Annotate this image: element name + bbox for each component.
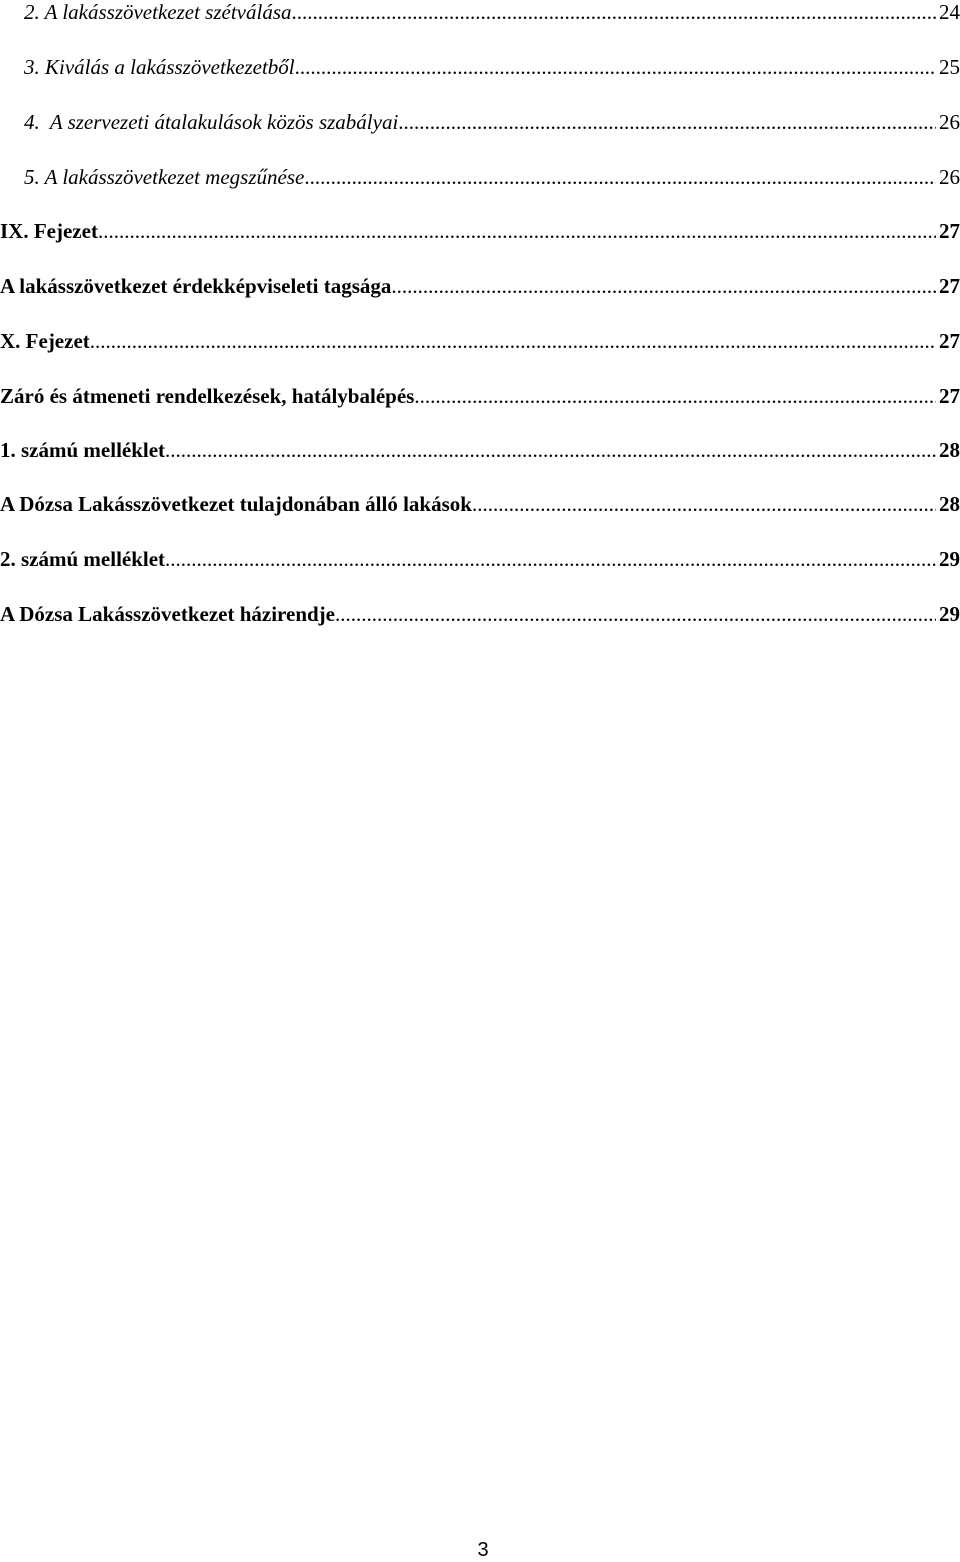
toc-entry-title: Záró és átmeneti rendelkezések, hatálybalépés (0, 384, 415, 408)
toc-leader-dots (292, 0, 936, 27)
toc-leader-dots (165, 544, 936, 574)
toc-leader-dots (90, 326, 936, 356)
toc-leader-dots (391, 271, 936, 301)
toc-entry-page: 29 (939, 602, 960, 626)
toc-leader-dots (472, 489, 936, 519)
toc-entry-title: 2. A lakásszövetkezet szétválása (24, 0, 292, 24)
toc-leader-dots (98, 216, 936, 246)
toc-entry-page: 28 (939, 492, 960, 516)
toc-entry-page: 27 (939, 329, 960, 353)
toc-entry-page: 26 (939, 165, 960, 189)
toc-entry-page: 25 (939, 55, 960, 79)
toc-leader-dots (295, 52, 936, 82)
toc-entry-page: 24 (939, 0, 960, 24)
toc-entry-page: 27 (939, 384, 960, 408)
toc-entry-page: 26 (939, 110, 960, 134)
toc-entry[interactable] (0, 162, 960, 192)
toc-entry-title: IX. Fejezet (0, 219, 98, 243)
toc-entry[interactable] (0, 107, 960, 137)
toc-entry[interactable] (0, 0, 960, 27)
toc-entry-page: 29 (939, 547, 960, 571)
toc-entry-page: 27 (939, 219, 960, 243)
toc-entry-title: 3. Kiválás a lakásszövetkezetből (24, 55, 295, 79)
toc-leader-dots (304, 162, 936, 192)
toc-entry[interactable] (0, 216, 960, 246)
toc-entry-title: 1. számú melléklet (0, 438, 166, 462)
toc-leader-dots (165, 435, 936, 465)
toc-leader-dots (398, 107, 936, 137)
page-number: 3 (477, 1539, 489, 1561)
toc-entry[interactable] (0, 544, 960, 574)
toc-entry-title: A lakásszövetkezet érdekképviseleti tagsága (0, 274, 392, 298)
toc-entry[interactable] (0, 489, 960, 519)
toc-entry-page: 27 (939, 274, 960, 298)
toc-entry-title: X. Fejezet (0, 329, 90, 353)
toc-entry-title: A Dózsa Lakásszövetkezet házirendje (0, 602, 335, 626)
toc-entry-page: 28 (939, 438, 960, 462)
toc-entry[interactable] (0, 435, 960, 465)
toc-entry-title: 5. A lakásszövetkezet megszűnése (24, 165, 305, 189)
toc-leader-dots (414, 381, 936, 411)
toc-leader-dots (335, 599, 936, 629)
toc-entry[interactable] (0, 52, 960, 82)
toc-entry-title: 2. számú melléklet (0, 547, 166, 571)
toc-entry-title: 4. A szervezeti átalakulások közös szabályai (24, 110, 399, 134)
toc-entry[interactable] (0, 599, 960, 629)
toc-entry-title: A Dózsa Lakásszövetkezet tulajdonában álló lakások (0, 492, 472, 516)
toc-entry[interactable] (0, 381, 960, 411)
toc-entry[interactable] (0, 271, 960, 301)
toc-entry[interactable] (0, 326, 960, 356)
